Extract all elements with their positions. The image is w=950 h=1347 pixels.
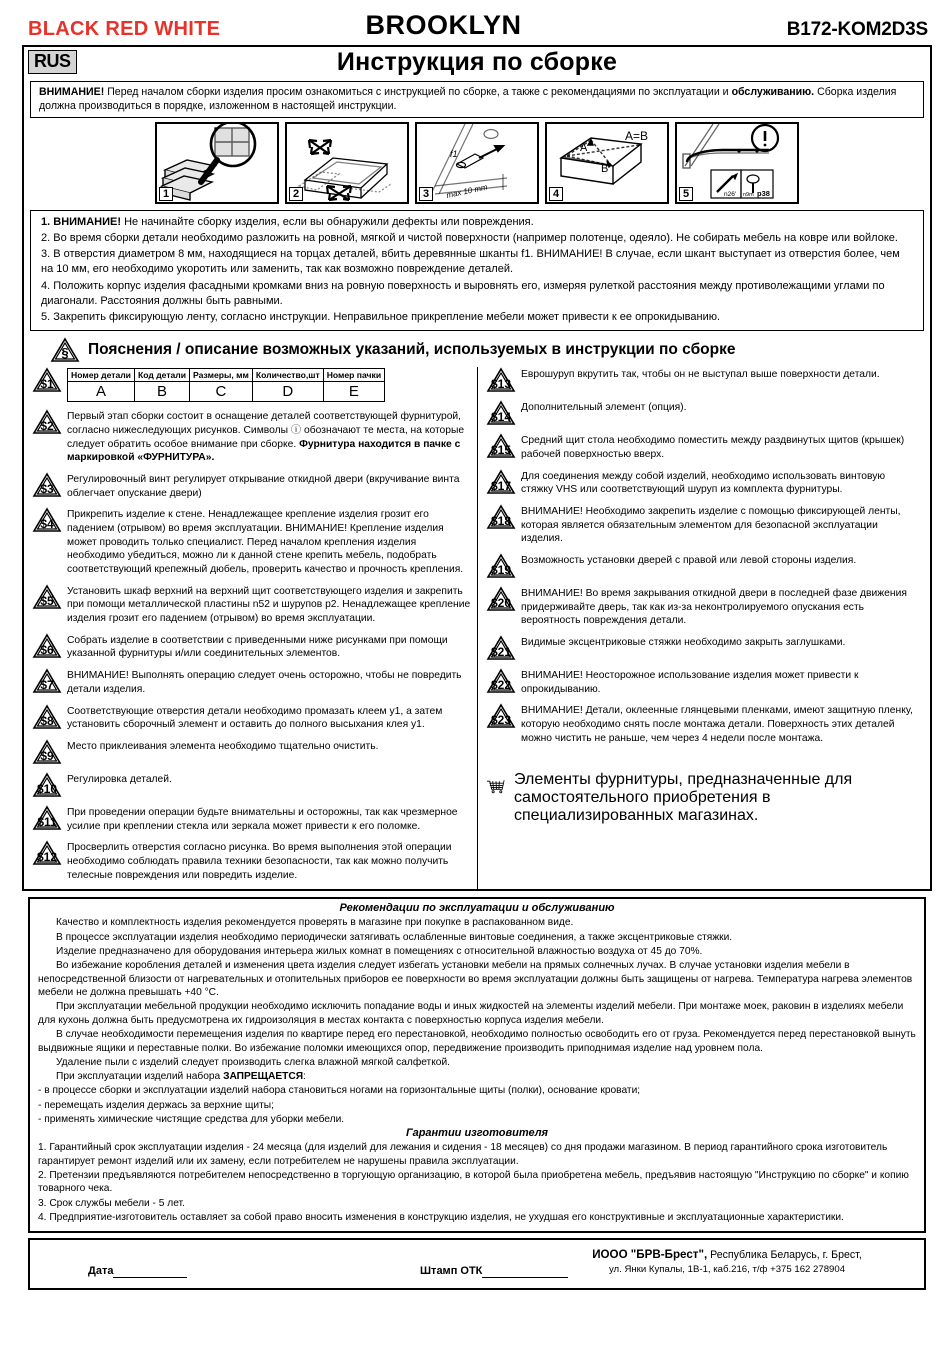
step-number: 3. xyxy=(41,248,51,261)
legend-item-s10 xyxy=(32,772,471,798)
triangle-label: $8 xyxy=(40,713,54,728)
intro-bold-lead: ВНИМАНИЕ! xyxy=(39,86,105,98)
illustration-panel-1 xyxy=(155,122,279,204)
legend-text xyxy=(67,409,471,465)
step-row xyxy=(41,279,915,309)
triangle-label: $17 xyxy=(490,478,512,493)
legend-text: Регулировочный винт регулирует открывание откидной двери (вкручивание винта облегчает опускание двери) xyxy=(67,473,460,499)
reco-paragraph: Удаление пыли с изделий следует производить слегка влажной мягкой салфеткой. xyxy=(56,1057,450,1069)
magnifier-inspect-panels-icon xyxy=(157,124,277,202)
triangle-label: $6 xyxy=(40,642,54,657)
warning-triangle-icon xyxy=(486,668,516,694)
company-address: ул. Янки Купалы, 1В-1, каб.216, т/ф +375 162 278904 xyxy=(608,1263,846,1275)
step-text: Закрепить фиксирующую ленту, согласно инструкции. Неправильное прикрепление мебели может привести к ее опрокидыванию. xyxy=(53,310,721,323)
recommendations-block xyxy=(28,897,926,1233)
panel-number: 2 xyxy=(289,187,303,201)
panel-label-a-eq-b: A=B xyxy=(625,128,649,143)
table-cell: A xyxy=(68,382,135,402)
legend-item-s18 xyxy=(486,504,918,546)
triangle-label: $11 xyxy=(37,814,57,829)
intro-warning xyxy=(30,81,924,118)
panel-label-f1: f1 xyxy=(450,148,458,159)
triangle-label: $2 xyxy=(40,419,54,434)
recommendations-title: Рекомендации по эксплуатации и обслуживанию xyxy=(339,902,615,915)
model-code: B172-KOM2D3S xyxy=(786,19,928,40)
step-number: 1. xyxy=(41,215,51,228)
legend-item-s15 xyxy=(486,433,918,461)
legend-item-s4 xyxy=(32,507,471,576)
triangle-label: $4 xyxy=(40,517,54,532)
main-frame xyxy=(22,45,932,891)
legend-text: Место приклеивания элемента необходимо тщательно очистить. xyxy=(67,740,379,752)
legend-columns xyxy=(30,367,924,889)
warning-triangle-icon xyxy=(32,367,62,393)
triangle-label: $15 xyxy=(490,443,512,458)
legend-text: Регулировка деталей. xyxy=(67,773,172,785)
triangle-label: $22 xyxy=(490,678,512,693)
table-cell: E xyxy=(323,382,384,402)
intro-text-1: Перед началом сборки изделия просим ознакомиться с инструкцией по сборке, а также с рекомендациями по эксплуатации и xyxy=(104,86,729,98)
step-text: Во время сборки детали необходимо разложить на ровной, мягкой и чистой поверхности (например полотенце, одеяло). Не собирать мебель на ковре или войлоке. xyxy=(53,232,898,245)
table-row xyxy=(68,382,385,402)
legend-item-s11 xyxy=(32,805,471,833)
legend-text: Еврошуруп вкрутить так, чтобы он не выступал выше поверхности детали. xyxy=(521,369,880,381)
step-text: В отверстия диаметром 8 мм, находящиеся на торцах деталей, вбить деревянные шканты f1. ВНИМАНИЕ! В случае, если шкант выступает из отверстия более, чем на 10 мм, его необходимо укоротить или заменить, так как возможно повреждение деталей. xyxy=(41,248,900,276)
legend-item-s12 xyxy=(32,840,471,882)
legend-text: ВНИМАНИЕ! Необходимо закрепить изделие с помощью фиксирующей ленты, которая является обязательным элементом для безопасной эксплуатации изделия. xyxy=(521,505,901,545)
table-header-cell: Количество,шт xyxy=(252,369,323,382)
step-number: 4. xyxy=(41,279,51,292)
triangle-label: $10 xyxy=(36,781,58,796)
panel-label-a: A xyxy=(580,141,588,154)
triangle-label: $20 xyxy=(490,595,512,610)
step-number: 5. xyxy=(41,310,51,323)
step-text: Не начинайте сборку изделия, если вы обнаружили дефекты или повреждения. xyxy=(121,215,534,228)
date-field[interactable] xyxy=(88,1265,187,1278)
panel-number: 5 xyxy=(679,187,693,201)
legend-item-s9 xyxy=(32,739,471,765)
legend-text: Просверлить отверстия согласно рисунка. Во время выполнения этой операции необходимо соблюдать правила техники безопасности, так как можно получить телесные повреждения или повредить изделие. xyxy=(67,842,452,881)
wall-fixing-strap-icon xyxy=(677,124,797,202)
legend-text: Соответствующие отверстия детали необходимо промазать клеем y1, а затем установить сборочный элемент и оставить до полного высыхания клея y1. xyxy=(67,705,443,731)
legend-heading xyxy=(50,337,930,363)
legend-column-left xyxy=(30,367,477,889)
warning-triangle-icon xyxy=(32,668,62,694)
table-header-cell: Номер пачки xyxy=(323,369,384,382)
legend-item-s14 xyxy=(486,400,918,426)
warning-triangle-icon xyxy=(486,367,516,393)
legend-column-right xyxy=(477,367,924,889)
company-info xyxy=(542,1248,912,1275)
document-header xyxy=(22,8,932,45)
document-footer xyxy=(28,1238,926,1290)
warning-triangle-icon xyxy=(32,772,62,798)
panel-label-max10mm: max 10 mm xyxy=(445,182,489,200)
triangle-label: $14 xyxy=(490,410,512,425)
warning-triangle-icon xyxy=(486,469,516,495)
title-row xyxy=(24,47,930,79)
warning-triangle-icon xyxy=(32,840,62,866)
triangle-label: $1 xyxy=(40,377,54,392)
warning-triangle-icon xyxy=(32,704,62,730)
warranty-item: 1. Гарантийный срок эксплуатации изделия - 24 месяца (для изделий для лежания и сидения - 18 месяцев) со дня продажи магазином. В период гарантийного срока изготовитель гарантирует ремонт изделий или их замену, если потребителем не нарушены правила эксплуатации. xyxy=(38,1141,888,1167)
shopping-cart-icon xyxy=(486,771,506,801)
warranty-item: 4. Предприятие-изготовитель оставляет за собой право вносить изменения в конструкцию изделия, не ухудшая его конструктивные и эксплуатационные характеристики. xyxy=(38,1211,844,1223)
triangle-label: $9 xyxy=(40,748,54,763)
intro-text-2: Сборка изделия должна производиться в порядке, изложенном в настоящей инструкции. xyxy=(39,86,897,112)
legend-text: ВНИМАНИЕ! Выполнять операцию следует очень осторожно, чтобы не повредить детали изделия. xyxy=(67,670,462,695)
warning-triangle-icon xyxy=(32,805,62,831)
warning-triangle-icon xyxy=(32,633,62,659)
legend-item-s1 xyxy=(32,367,471,402)
legend-text-bold: Фурнитура находится в пачке с маркировкой «ФУРНИТУРА». xyxy=(67,438,461,464)
legend-text: Установить шкаф верхний на верхний щит соответствующего изделия и закрепить при помощи металлической пластины n52 и шурупов p2. Ненадлежащее крепление изделия грозит его падением (отрывом) во время эксплуатации. xyxy=(67,585,471,625)
table-header-cell: Размеры, мм xyxy=(190,369,253,382)
legend-text: Средний щит стола необходимо поместить между раздвинутых щитов (крышек) рабочей поверхностью вверх. xyxy=(521,435,905,460)
step-row xyxy=(41,247,915,277)
warning-triangle-icon xyxy=(486,553,516,579)
date-label: Дата xyxy=(88,1264,114,1277)
dowel-insert-icon xyxy=(417,124,537,202)
step-bold: ВНИМАНИЕ! xyxy=(53,215,122,228)
parts-legend-table xyxy=(67,368,385,402)
forbidden-item: - применять химические чистящие средства для уборки мебели. xyxy=(38,1113,345,1125)
warning-triangle-icon xyxy=(32,507,62,533)
warning-triangle-icon xyxy=(486,504,516,530)
legend-item-s7 xyxy=(32,668,471,696)
step-row xyxy=(41,231,915,246)
panel-number: 1 xyxy=(159,187,173,201)
legend-item-s5 xyxy=(32,584,471,626)
triangle-label: § xyxy=(61,345,69,361)
legend-text: ВНИМАНИЕ! Во время закрывания откидной двери в последней фазе движения придерживайте дверь, так как из-за неконтролируемого опускания есть вероятность повреждения детали. xyxy=(521,587,907,627)
company-region: Республика Беларусь, г. Брест, xyxy=(707,1248,862,1261)
legend-item-s23 xyxy=(486,703,918,745)
panel-label-p38: p38 xyxy=(757,188,770,198)
diagonal-measure-icon xyxy=(547,124,667,202)
legend-item-s21 xyxy=(486,635,918,661)
company-name-line xyxy=(542,1248,912,1261)
reco-paragraph: Во избежание коробления деталей и изменения цвета изделия следует избегать установки мебели на прямых солнечных лучах. В случае установки изделия мебели в непосредственной близости от нагревательных и отопительных приборов ее поверхности во время эксплуатации должны быть защищены от нагрева. Температура нагрева элементов мебели не должна превышать +40 °С. xyxy=(38,959,913,999)
legend-text: Дополнительный элемент (опция). xyxy=(521,402,687,414)
table-cell: C xyxy=(190,382,253,402)
panel-label-n9m: n9m xyxy=(743,191,754,198)
legend-item-s20 xyxy=(486,586,918,628)
warning-triangle-icon xyxy=(32,739,62,765)
language-badge: RUS xyxy=(28,50,77,74)
step-row xyxy=(41,215,915,230)
forbidden-lead-text: При эксплуатации изделий набора xyxy=(56,1071,221,1083)
triangle-label: $5 xyxy=(40,593,54,608)
triangle-label: $3 xyxy=(40,481,54,496)
model-name: BROOKLYN xyxy=(365,10,522,40)
warning-triangle-icon xyxy=(486,635,516,661)
table-header-cell: Код детали xyxy=(134,369,189,382)
warranty-item: 3. Срок службы мебели - 5 лет. xyxy=(38,1197,185,1209)
brand-logo: BLACK RED WHITE xyxy=(28,18,221,40)
company-name: ИООО "БРВ-Брест", xyxy=(592,1247,708,1261)
panel-number: 3 xyxy=(419,187,433,201)
legend-text: ВНИМАНИЕ! Неосторожное использование изделия может привести к опрокидыванию. xyxy=(521,670,859,695)
legend-item-s8 xyxy=(32,704,471,732)
warranty-item: 2. Претензии предъявляются потребителем непосредственно в торгующую организацию, в которой была приобретена мебель, предъявив настоящую "Инструкцию по сборке" и копию товарного чека. xyxy=(38,1169,909,1195)
reco-paragraph: В процессе эксплуатации изделия необходимо периодически затягивать ослабленные винтовые соединения, а также эксцентриковые стяжки. xyxy=(56,931,733,943)
stamp-label: Штамп ОТК xyxy=(420,1264,483,1277)
triangle-label: $12 xyxy=(36,850,58,865)
triangle-label: $19 xyxy=(490,562,512,577)
panel-label-n26: n26' xyxy=(724,190,737,198)
table-header-cell: Номер детали xyxy=(68,369,135,382)
warning-triangle-icon xyxy=(32,409,62,435)
warning-triangle-icon xyxy=(486,433,516,459)
table-header-row xyxy=(68,369,385,382)
triangle-label: $21 xyxy=(490,645,512,660)
triangle-label: $7 xyxy=(40,678,54,693)
triangle-label: $13 xyxy=(490,377,512,392)
legend-item-s22 xyxy=(486,668,918,696)
legend-text-main: Первый этап сборки состоит в оснащение деталей соответствующей фурнитурой, согласно нижеследующих рисунков. Символы ⓘ обозначают те места, на которые следует обратить особое внимание при сборке. xyxy=(67,411,465,450)
date-blank-line[interactable] xyxy=(113,1265,187,1278)
step-row xyxy=(41,310,915,325)
illustration-panel-4 xyxy=(545,122,669,204)
forbidden-lead: При эксплуатации изделий набора ЗАПРЕЩАЕТСЯ: xyxy=(56,1071,306,1083)
illustration-strip xyxy=(30,122,924,204)
warning-triangle-icon xyxy=(486,703,516,729)
triangle-label: $23 xyxy=(490,713,512,728)
legend-item-s19 xyxy=(486,553,918,579)
warning-triangle-icon xyxy=(486,400,516,426)
warning-triangle-icon xyxy=(50,337,80,363)
legend-item-s17 xyxy=(486,469,918,497)
illustration-panel-3 xyxy=(415,122,539,204)
legend-text: Для соединения между собой изделий, необходимо использовать винтовую стяжку VHS или соответствующий шуруп из комплекта фурнитуры. xyxy=(521,470,886,496)
reco-paragraph: В случае необходимости перемещения изделия по квартире перед его перестановкой, необходимо полностью освободить его от груза. Рекомендуется перед перестановкой вынуть выдвижные ящики и переставные полки. Во избежание поломки имеющихся опор, передвижение производить приподнимая изделие над уровнем пола. xyxy=(38,1029,916,1054)
panel-number: 4 xyxy=(549,187,563,201)
legend-text: Видимые эксцентриковые стяжки необходимо закрыть заглушками. xyxy=(521,637,846,649)
reco-paragraph: При эксплуатации мебельной продукции необходимо исключить попадание воды и иных жидкостей на элементы изделий мебели. При монтаже моек, раковин в изделиях мебели для кухонь должна быть предусмотрена их гидроизоляция в местах контакта с поверхностью корпуса изделия мебели. xyxy=(38,1001,904,1027)
legend-item-s3 xyxy=(32,472,471,500)
table-cell: B xyxy=(134,382,189,402)
legend-heading-text: Пояснения / описание возможных указаний, используемых в инструкции по сборке xyxy=(88,341,736,359)
forbidden-item: - перемещать изделия держась за верхние щиты; xyxy=(38,1099,274,1111)
forbidden-item: - в процессе сборки и эксплуатации изделий набора становиться ногами на горизонтальные щиты (полки), основание кровати; xyxy=(38,1085,641,1097)
forbidden-bold: ЗАПРЕЩАЕТСЯ xyxy=(223,1071,304,1083)
illustration-panel-2 xyxy=(285,122,409,204)
legend-text: При проведении операции будьте внимательны и осторожны, так как чрезмерное усилие при креплении стекла или зеркала может привести к его поломке. xyxy=(67,806,458,832)
step-text: Положить корпус изделия фасадными кромками вниз на ровную поверхность и выровнять его, измеряя рулеткой расстояния между противолежащими углами по диагонали. Расстояния должны быть равными. xyxy=(41,279,885,307)
legend-item-s6 xyxy=(32,633,471,661)
warning-triangle-icon xyxy=(32,584,62,610)
illustration-panel-5 xyxy=(675,122,799,204)
reco-paragraph: Качество и комплектность изделия рекомендуется проверять в магазине при покупке в распакованном виде. xyxy=(56,917,574,929)
cart-note-text: Элементы фурнитуры, предназначенные для самостоятельного приобретения в специализированных магазинах. xyxy=(514,771,853,825)
step-number: 2. xyxy=(41,232,51,245)
soft-surface-assembly-icon xyxy=(287,124,407,202)
legend-item-s2 xyxy=(32,409,471,465)
legend-text: Прикрепить изделие к стене. Ненадлежащее крепление изделия грозит его падением (отрывом) во время эксплуатации. ВНИМАНИЕ! Крепление изделия может проводить только специалист. Перед началом крепления изделия необходимо убедиться, можно ли к данной стене крепить мебель, подобрать соответствующий крепежный дюбель, проверить качество и прочность крепления. xyxy=(67,509,464,576)
panel-label-b: B xyxy=(601,162,609,175)
triangle-label: $18 xyxy=(490,513,512,528)
intro-bold-2: обслуживанию. xyxy=(731,86,815,98)
legend-text: Собрать изделие в соответствии с приведенными ниже рисунками при помощи указанной фурнитуры и/или соединительных элементов. xyxy=(67,634,448,660)
warning-triangle-icon xyxy=(486,586,516,612)
legend-text: ВНИМАНИЕ! Детали, оклеенные глянцевыми пленками, имеют защитную пленку, которую необходимо снять после монтажа детали. Поверхность этих деталей можно чистить не раньше, чем через 4 недели после монтажа. xyxy=(521,705,913,744)
page-title: Инструкция по сборке xyxy=(336,48,618,76)
numbered-steps-block xyxy=(30,210,924,331)
table-cell: D xyxy=(252,382,323,402)
warning-triangle-icon xyxy=(32,472,62,498)
reco-paragraph: Изделие предназначено для оборудования интерьера жилых комнат в помещениях с относительной влажностью воздуха от 45 до 70%. xyxy=(56,945,703,957)
legend-item-s13 xyxy=(486,367,918,393)
warranty-title: Гарантии изготовителя xyxy=(405,1126,549,1139)
cart-note xyxy=(486,771,918,825)
legend-text: Возможность установки дверей с правой или левой стороны изделия. xyxy=(521,554,857,566)
